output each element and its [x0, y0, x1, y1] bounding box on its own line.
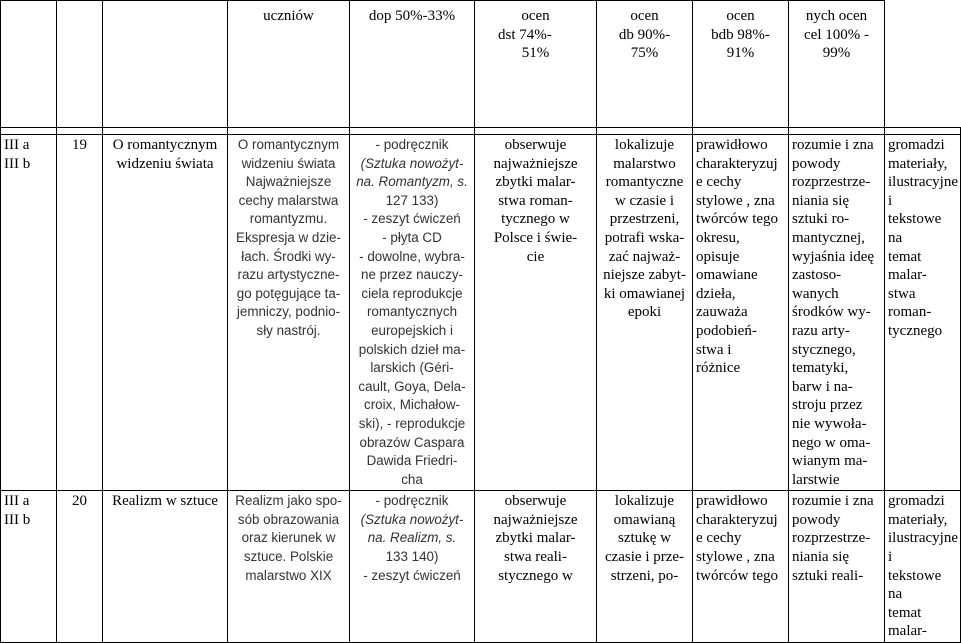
cell-line: (Sztuka nowożyt-	[360, 155, 464, 171]
cell-line: Realizm jako spo-	[235, 493, 342, 509]
cell-line: stycznego w	[498, 567, 573, 584]
cell-line: stylowe , zna	[696, 549, 775, 566]
cell-line: - podręcznik	[375, 137, 449, 152]
class-line: III a	[4, 137, 30, 153]
cell-line: sztuki ro-	[792, 211, 850, 228]
cell-line: rozprzestrze-	[792, 174, 871, 191]
header-cell-uczniow	[228, 1, 350, 128]
cell-line: barw i na-	[792, 378, 853, 395]
class-line: III b	[4, 155, 31, 172]
cell-line: tematyki,	[792, 360, 849, 377]
header-line: ocen	[521, 8, 550, 24]
cell-line: najważniejsze	[493, 155, 578, 172]
cell-line: ilustracyjne i	[888, 174, 958, 209]
cell-line: twórców tego	[696, 211, 779, 228]
cell-line: ne przez nauczy-	[361, 267, 463, 283]
cell-line: cault, Goya, Dela-	[358, 378, 466, 394]
grade-bdb-cell	[789, 491, 885, 643]
lesson-topic: Realizm w sztuce	[112, 493, 218, 510]
header-line: 99%	[822, 45, 851, 62]
cell-line: materiały,	[888, 511, 948, 528]
header-line: 51%	[521, 45, 550, 62]
header-cell-dop	[350, 1, 475, 128]
cell-line: środków wy-	[792, 304, 871, 321]
cell-line: - dowolne, wybra-	[359, 248, 465, 264]
lesson-number: 19	[72, 137, 87, 153]
cell-line: zbytki malar-	[495, 174, 576, 191]
cell-line: Ekspresja w dzie-	[236, 229, 341, 245]
class-line: III a	[4, 493, 30, 510]
cell-line: romantycznych	[366, 304, 458, 320]
lesson-number-cell	[57, 135, 103, 491]
cell-line: Polsce i świe-	[493, 229, 578, 246]
class-cell	[1, 491, 57, 643]
cell-line: lokalizuje	[614, 493, 675, 510]
grade-dst-cell	[597, 491, 693, 643]
cell-line: widzeniu świata	[241, 155, 336, 171]
cell-line: oraz kierunek w	[241, 530, 336, 546]
cell-line: malarstwo XIX	[245, 567, 332, 583]
header-cell-empty-3	[103, 1, 228, 128]
cell-line: (Sztuka nowożyt-	[360, 511, 464, 527]
cell-line: powody	[792, 511, 841, 528]
cell-line: tycznego	[888, 322, 943, 339]
lesson-topic: O romantycznym widzeniu świata	[112, 137, 218, 172]
cell-line: niania się	[792, 192, 850, 209]
cell-line: cha	[401, 471, 423, 487]
cell-line: wanych	[792, 285, 839, 302]
cell-line: temat malar-	[888, 604, 927, 640]
cell-line: go potęgujące ta-	[236, 285, 341, 301]
grade-db-cell	[693, 491, 789, 643]
header-cell-empty-2	[57, 1, 103, 128]
cell-line: stwa i	[696, 341, 732, 358]
cell-line: stroju przez	[792, 397, 863, 414]
cell-line: okresu,	[696, 229, 740, 246]
cell-line: prawidłowo	[696, 137, 768, 153]
cell-line: wianym ma-	[792, 453, 868, 470]
scope-cell	[228, 491, 350, 643]
cell-line: stwa roman-	[498, 192, 573, 209]
scope-cell	[228, 135, 350, 491]
topic-cell	[103, 135, 228, 491]
cell-line: obserwuje	[504, 493, 567, 510]
header-line: nych ocen	[805, 8, 868, 24]
cell-line: tekstowe na	[888, 567, 942, 603]
cell-line: ski), - reprodukcje	[358, 415, 466, 431]
cell-line: ki omawianej	[603, 285, 686, 302]
cell-line: 133 140)	[385, 549, 439, 565]
cell-line: obrazów Caspara	[359, 434, 465, 450]
cell-line: omawiane	[696, 267, 758, 284]
lesson-number: 20	[72, 493, 87, 510]
cell-line: zać najważ-	[608, 248, 681, 265]
header-cell-cel	[789, 1, 885, 128]
cell-line: niejsze zabyt-	[603, 267, 686, 284]
cell-line: różnice	[696, 360, 741, 377]
cell-line: Najważniejsze	[245, 174, 332, 190]
cell-line: ilustracyjne i	[888, 530, 958, 566]
cell-line: larstwie	[792, 471, 840, 488]
cell-line: romantyzmu.	[249, 211, 328, 227]
cell-line: tekstowe na	[888, 211, 942, 246]
cell-line: sztuce. Polskie	[243, 549, 334, 565]
cell-line: na. Realizm, s.	[367, 530, 457, 546]
cell-line: powody	[792, 155, 841, 172]
header-line: dst 74%-	[498, 26, 552, 43]
cell-line: gromadzi	[888, 137, 945, 153]
table-row	[1, 135, 961, 491]
grade-cel-cell	[885, 135, 961, 491]
cell-line: - płyta CD	[382, 229, 442, 245]
cell-line: sztukę w	[618, 530, 671, 547]
header-line: ocen	[726, 8, 755, 24]
cell-line: sły nastrój.	[256, 322, 321, 338]
cell-line: ciela reprodukcje	[361, 285, 463, 301]
header-cell-dst	[475, 1, 597, 128]
cell-line: polskich dzieł ma-	[358, 341, 466, 357]
cell-line: tycznego w	[501, 211, 570, 228]
cell-line: twórców tego	[696, 567, 779, 584]
cell-line: opisuje	[696, 248, 740, 265]
cell-line: dzieła,	[696, 285, 736, 302]
cell-line: - zeszyt ćwiczeń	[363, 211, 461, 227]
cell-line: mantycznej,	[792, 229, 865, 246]
cell-line: razu artystyczne-	[237, 267, 340, 283]
materials-cell	[350, 491, 475, 643]
cell-line: stwa roman-	[888, 285, 932, 321]
cell-line: wyjaśnia ideę	[792, 248, 875, 265]
cell-line: omawianą	[613, 511, 676, 528]
cell-line: - zeszyt ćwiczeń	[363, 567, 461, 583]
header-line: bdb 98%-	[711, 26, 770, 43]
header-text: uczniów	[263, 8, 314, 24]
cell-line: przestrzeni,	[609, 211, 680, 228]
cell-line: na. Romantyzm, s.	[356, 174, 468, 190]
cell-line: łach. Środki wy-	[241, 248, 336, 264]
cell-line: stycznego,	[792, 341, 856, 358]
cell-line: malarstwo	[613, 155, 676, 172]
cell-line: romantyczne	[605, 174, 684, 191]
header-cell-bdb	[693, 1, 789, 128]
cell-line: stwa reali-	[504, 549, 567, 566]
spacer-row	[1, 128, 961, 135]
cell-line: nego w oma-	[792, 434, 871, 451]
class-line: III b	[4, 511, 31, 528]
cell-line: epoki	[627, 304, 662, 321]
materials-cell	[350, 135, 475, 491]
cell-line: potrafi wska-	[604, 229, 685, 246]
lesson-number-cell	[57, 491, 103, 643]
cell-line: temat malar-	[888, 248, 927, 284]
cell-line: sób obrazowania	[237, 511, 340, 527]
header-cell-empty-1	[1, 1, 57, 128]
grade-db-cell	[693, 135, 789, 491]
cell-line: e cechy	[696, 174, 742, 191]
table-row	[1, 491, 961, 643]
header-line: ocen	[630, 8, 659, 24]
cell-line: lokalizuje	[614, 137, 675, 153]
cell-line: zauważa	[696, 304, 748, 321]
cell-line: obserwuje	[504, 137, 567, 153]
class-cell	[1, 135, 57, 491]
cell-line: sztuki reali-	[792, 567, 864, 584]
topic-cell	[103, 491, 228, 643]
grade-dop-cell	[475, 135, 597, 491]
cell-line: gromadzi	[888, 493, 945, 510]
cell-line: jemniczy, podnio-	[236, 304, 341, 320]
grade-dop-cell	[475, 491, 597, 643]
header-line: 91%	[726, 45, 755, 62]
cell-line: zastoso-	[792, 267, 842, 284]
cell-line: europejskich i	[371, 322, 453, 338]
cell-line: 127 133)	[385, 192, 439, 208]
cell-line: nie wywoła-	[792, 415, 867, 432]
cell-line: O romantycznym	[237, 137, 340, 152]
cell-line: w czasie i	[614, 192, 675, 209]
cell-line: czasie i prze-	[604, 549, 685, 566]
header-cell-db	[597, 1, 693, 128]
cell-line: prawidłowo	[696, 493, 768, 510]
grade-cel-cell	[885, 491, 961, 643]
cell-line: croix, Michałow-	[364, 397, 460, 413]
cell-line: strzeni, po-	[610, 567, 679, 584]
grade-bdb-cell	[789, 135, 885, 491]
cell-line: charakteryzuj	[696, 155, 778, 172]
cell-line: larskich (Géri-	[370, 360, 454, 376]
cell-line: razu arty-	[792, 322, 850, 339]
cell-line: charakteryzuj	[696, 511, 778, 528]
cell-line: materiały,	[888, 155, 948, 172]
cell-line: rozumie i zna	[792, 137, 874, 153]
cell-line: rozprzestrze-	[792, 530, 871, 547]
cell-line: zbytki malar-	[495, 530, 576, 547]
cell-line: stylowe , zna	[696, 192, 775, 209]
header-text: dop 50%-33%	[368, 8, 456, 24]
cell-line: e cechy	[696, 530, 742, 547]
cell-line: podobień-	[696, 322, 757, 339]
cell-line: cechy malarstwa	[238, 192, 339, 208]
cell-line: cie	[526, 248, 545, 265]
cell-line: - podręcznik	[375, 493, 449, 509]
header-line: 75%	[630, 45, 659, 62]
header-row	[1, 1, 961, 128]
header-line: db 90%-	[618, 26, 671, 43]
cell-line: Dawida Friedri-	[366, 453, 458, 469]
header-line: cel 100% -	[804, 26, 869, 43]
cell-line: niania się	[792, 549, 850, 566]
grade-dst-cell	[597, 135, 693, 491]
cell-line: rozumie i zna	[792, 493, 874, 510]
cell-line: najważniejsze	[493, 511, 578, 528]
